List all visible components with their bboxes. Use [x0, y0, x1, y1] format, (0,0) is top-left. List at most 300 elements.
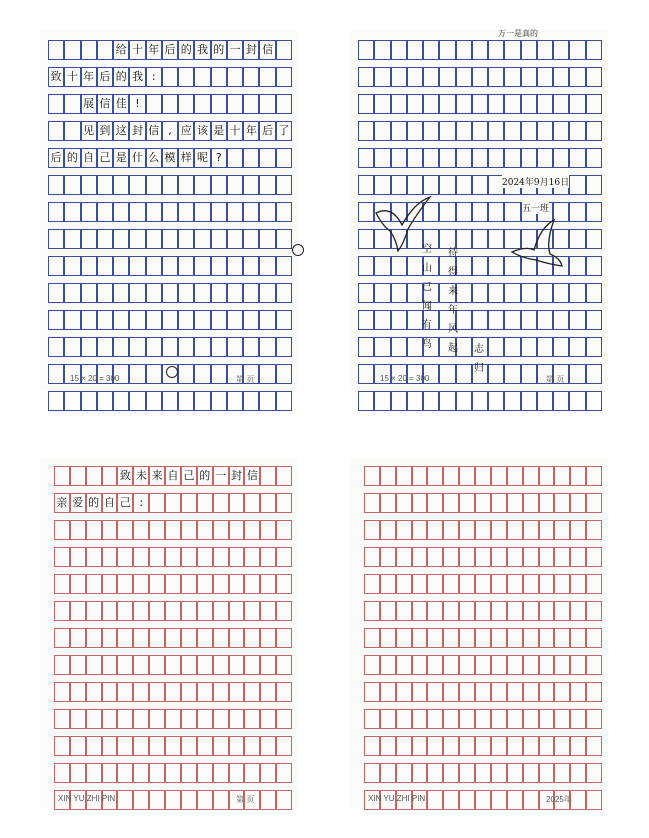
grid-cell: [427, 574, 443, 594]
grid-cell: [229, 709, 245, 729]
grid-cell: [443, 547, 459, 567]
grid-cell: [396, 493, 412, 513]
grid-cell: [423, 121, 439, 141]
grid-cell: [554, 628, 570, 648]
grid-cell: [396, 682, 412, 702]
grid-cell: [149, 682, 165, 702]
page-1-footer-right: 第 页: [236, 375, 255, 384]
grid-cell: [459, 655, 475, 675]
grid-cell: [586, 148, 602, 168]
grid-cell: [213, 790, 229, 810]
grid-cell: ,: [162, 121, 178, 141]
grid-cell: 致: [117, 466, 133, 486]
grid-cell: [86, 736, 102, 756]
grid-cell: [521, 364, 537, 384]
grid-cell: [364, 736, 380, 756]
grid-cell: [507, 466, 523, 486]
grid-cell: 我: [129, 67, 145, 87]
grid-cell: [149, 601, 165, 621]
grid-cell: [427, 709, 443, 729]
grid-cell: [570, 466, 586, 486]
grid-cell: [259, 283, 275, 303]
grid-cell: [364, 628, 380, 648]
grid-cell: [259, 67, 275, 87]
grid-cell: [211, 67, 227, 87]
grid-cell: [488, 283, 504, 303]
grid-cell: [391, 337, 407, 357]
grid-cell: [276, 175, 292, 195]
grid-cell: [586, 682, 602, 702]
grid-cell: [181, 520, 197, 540]
grid-cell: [181, 655, 197, 675]
grid-cell: [364, 520, 380, 540]
grid-cell: [102, 601, 118, 621]
grid-cell: [586, 547, 602, 567]
grid-cell: [113, 202, 129, 222]
grid-cell: [48, 310, 64, 330]
grid-cell: [423, 67, 439, 87]
grid-cell: [504, 310, 520, 330]
grid-cell: [358, 94, 374, 114]
grid-cell: [523, 763, 539, 783]
grid-cell: [146, 283, 162, 303]
grid-cell: [181, 790, 197, 810]
grid-cell: [475, 574, 491, 594]
grid-cell: [439, 148, 455, 168]
grid-cell: [569, 121, 585, 141]
grid-cell: [259, 364, 275, 384]
grid-cell: [380, 466, 396, 486]
grid-cell: [102, 655, 118, 675]
grid-cell: [427, 682, 443, 702]
grid-cell: [570, 682, 586, 702]
grid-cell: [523, 709, 539, 729]
grid-cell: [178, 310, 194, 330]
grid-cell: 后: [48, 148, 64, 168]
grid-cell: [423, 94, 439, 114]
grid-cell: [113, 391, 129, 411]
grid-cell: [488, 94, 504, 114]
grid-cell: [243, 148, 259, 168]
grid-cell: [244, 736, 260, 756]
grid-cell: [197, 682, 213, 702]
grid-cell: [117, 574, 133, 594]
grid-cell: [507, 655, 523, 675]
grid-cell: [149, 520, 165, 540]
grid-cell: [259, 148, 275, 168]
grid-cell: [570, 493, 586, 513]
grid-cell: [133, 601, 149, 621]
grid-cell: 是: [113, 148, 129, 168]
grid-cell: [162, 256, 178, 276]
grid-cell: [539, 574, 555, 594]
grid-cell: [48, 391, 64, 411]
grid-cell: [117, 736, 133, 756]
grid-cell: 自: [81, 148, 97, 168]
grid-cell: !: [129, 94, 145, 114]
grid-cell: [162, 391, 178, 411]
grid-cell: [213, 574, 229, 594]
grid-cell: [586, 121, 602, 141]
grid-cell: [259, 337, 275, 357]
grid-cell: [554, 520, 570, 540]
grid-cell: 佳: [113, 94, 129, 114]
grid-cell: [133, 628, 149, 648]
grid-cell: 十: [227, 121, 243, 141]
grid-cell: [146, 364, 162, 384]
grid-cell: [443, 655, 459, 675]
grid-cell: [162, 202, 178, 222]
grid-cell: [211, 391, 227, 411]
grid-cell: [102, 682, 118, 702]
letter-date: 2024年9月16日: [502, 175, 569, 188]
grid-cell: [259, 175, 275, 195]
grid-cell: [488, 256, 504, 276]
grid-cell: [472, 121, 488, 141]
grid-cell: [181, 601, 197, 621]
grid-cell: [586, 628, 602, 648]
grid-cell: [507, 790, 523, 810]
grid-cell: [570, 520, 586, 540]
grid-cell: [539, 601, 555, 621]
grid-cell: [260, 574, 276, 594]
grid-cell: [276, 229, 292, 249]
grid-cell: [504, 121, 520, 141]
grid-cell: [364, 655, 380, 675]
grid-cell: [165, 520, 181, 540]
grid-cell: [70, 682, 86, 702]
grid-cell: [129, 391, 145, 411]
grid-cell: [412, 655, 428, 675]
grid-cell: [146, 202, 162, 222]
grid-cell: [102, 574, 118, 594]
grid-cell: 己: [117, 493, 133, 513]
grid-cell: [197, 763, 213, 783]
grid-cell: [553, 148, 569, 168]
grid-cell: [459, 628, 475, 648]
letter-page-4: [350, 458, 608, 808]
grid-cell: [64, 337, 80, 357]
grid-cell: [374, 283, 390, 303]
grid-cell: [507, 682, 523, 702]
grid-cell: [86, 763, 102, 783]
grid-cell: [586, 493, 602, 513]
grid-cell: [358, 391, 374, 411]
letter-class: 五一班: [522, 201, 549, 214]
grid-cell: [162, 229, 178, 249]
grid-cell: [129, 310, 145, 330]
grid-cell: [48, 337, 64, 357]
grid-cell: [523, 790, 539, 810]
grid-cell: [197, 709, 213, 729]
grid-cell: 给: [113, 40, 129, 60]
grid-cell: [456, 121, 472, 141]
grid-cell: 是: [211, 121, 227, 141]
page-2-footer-left: 15 × 20 = 300: [380, 374, 430, 383]
grid-cell: 模: [162, 148, 178, 168]
grid-cell: [194, 391, 210, 411]
grid-cell: [194, 202, 210, 222]
grid-cell: [64, 310, 80, 330]
grid-cell: [569, 94, 585, 114]
grid-cell: [412, 547, 428, 567]
grid-cell: [229, 574, 245, 594]
grid-cell: [165, 790, 181, 810]
grid-cell: 信: [146, 121, 162, 141]
grid-cell: [211, 94, 227, 114]
grid-cell: [86, 547, 102, 567]
grid-cell: [113, 256, 129, 276]
grid-cell: [488, 364, 504, 384]
grid-cell: [459, 709, 475, 729]
bird-doodle-right-icon: [510, 218, 564, 274]
grid-cell: [380, 709, 396, 729]
grid-cell: [569, 40, 585, 60]
grid-cell: [358, 67, 374, 87]
grid-cell: [70, 655, 86, 675]
grid-cell: [276, 337, 292, 357]
grid-cell: 自: [102, 493, 118, 513]
grid-cell: [456, 148, 472, 168]
grid-cell: [523, 493, 539, 513]
grid-cell: [229, 601, 245, 621]
grid-cell: [181, 547, 197, 567]
grid-cell: [507, 763, 523, 783]
grid-cell: [364, 547, 380, 567]
grid-cell: [491, 601, 507, 621]
grid-cell: [181, 682, 197, 702]
grid-cell: [523, 682, 539, 702]
grid-cell: [48, 256, 64, 276]
grid-cell: [472, 391, 488, 411]
grid-cell: [165, 493, 181, 513]
grid-cell: [178, 256, 194, 276]
grid-cell: [407, 148, 423, 168]
grid-cell: 见: [81, 121, 97, 141]
grid-cell: [54, 628, 70, 648]
grid-cell: [259, 310, 275, 330]
grid-cell: [439, 391, 455, 411]
grid-cell: [133, 682, 149, 702]
grid-cell: [586, 790, 602, 810]
grid-cell: [70, 763, 86, 783]
grid-cell: [374, 310, 390, 330]
grid-cell: [227, 310, 243, 330]
grid-cell: [48, 121, 64, 141]
grid-cell: [276, 736, 292, 756]
grid-cell: 自: [165, 466, 181, 486]
grid-cell: [407, 40, 423, 60]
grid-cell: [586, 67, 602, 87]
grid-cell: [569, 67, 585, 87]
grid-cell: [162, 94, 178, 114]
grid-cell: [227, 256, 243, 276]
grid-cell: [162, 337, 178, 357]
grid-cell: [443, 709, 459, 729]
grid-cell: [194, 94, 210, 114]
grid-cell: [396, 736, 412, 756]
grid-cell: [259, 229, 275, 249]
page-3-grid: [54, 466, 292, 810]
grid-cell: [178, 175, 194, 195]
grid-cell: [194, 337, 210, 357]
grid-cell: [213, 709, 229, 729]
grid-cell: [391, 175, 407, 195]
grid-cell: [146, 310, 162, 330]
grid-cell: [439, 364, 455, 384]
grid-cell: 的: [86, 493, 102, 513]
grid-cell: [48, 175, 64, 195]
grid-cell: [70, 547, 86, 567]
grid-cell: [521, 337, 537, 357]
grid-cell: [475, 466, 491, 486]
grid-cell: [380, 763, 396, 783]
grid-cell: [586, 391, 602, 411]
grid-cell: [229, 763, 245, 783]
grid-cell: [427, 790, 443, 810]
grid-cell: [86, 655, 102, 675]
grid-cell: [475, 790, 491, 810]
grid-cell: [488, 310, 504, 330]
grid-cell: [391, 94, 407, 114]
grid-cell: [276, 655, 292, 675]
grid-cell: 己: [97, 148, 113, 168]
grid-cell: [475, 547, 491, 567]
grid-cell: 己: [181, 466, 197, 486]
grid-cell: [113, 337, 129, 357]
poem-column-3: 志归: [474, 344, 484, 374]
grid-cell: [243, 175, 259, 195]
grid-cell: [374, 67, 390, 87]
grid-cell: [488, 67, 504, 87]
grid-cell: [227, 229, 243, 249]
grid-cell: [227, 337, 243, 357]
grid-cell: [260, 547, 276, 567]
grid-cell: [491, 466, 507, 486]
grid-cell: [539, 493, 555, 513]
grid-cell: [537, 283, 553, 303]
grid-cell: 样: [178, 148, 194, 168]
grid-cell: [539, 466, 555, 486]
grid-cell: [523, 736, 539, 756]
grid-cell: [113, 175, 129, 195]
grid-cell: [396, 628, 412, 648]
grid-cell: [178, 94, 194, 114]
grid-cell: [227, 283, 243, 303]
grid-cell: [243, 256, 259, 276]
grid-cell: [178, 229, 194, 249]
grid-cell: [54, 547, 70, 567]
grid-cell: [439, 40, 455, 60]
grid-cell: [276, 790, 292, 810]
grid-cell: [149, 736, 165, 756]
grid-cell: [243, 229, 259, 249]
grid-cell: [380, 736, 396, 756]
grid-cell: [197, 574, 213, 594]
grid-cell: [244, 574, 260, 594]
grid-cell: [244, 628, 260, 648]
grid-cell: [554, 574, 570, 594]
grid-cell: [539, 520, 555, 540]
grid-cell: [570, 736, 586, 756]
grid-cell: [380, 628, 396, 648]
grid-cell: [358, 175, 374, 195]
grid-cell: [86, 682, 102, 702]
grid-cell: [276, 466, 292, 486]
grid-cell: [374, 256, 390, 276]
grid-cell: [229, 520, 245, 540]
grid-cell: [491, 655, 507, 675]
grid-cell: [439, 202, 455, 222]
grid-cell: [391, 67, 407, 87]
grid-cell: [358, 148, 374, 168]
grid-cell: [537, 148, 553, 168]
grid-cell: [133, 520, 149, 540]
grid-cell: [243, 202, 259, 222]
grid-cell: [412, 763, 428, 783]
grid-cell: [459, 736, 475, 756]
grid-cell: [48, 364, 64, 384]
grid-cell: [229, 628, 245, 648]
grid-cell: [260, 601, 276, 621]
grid-cell: [539, 547, 555, 567]
grid-cell: [475, 682, 491, 702]
grid-cell: [553, 337, 569, 357]
grid-cell: [117, 628, 133, 648]
grid-cell: [194, 175, 210, 195]
grid-cell: [70, 736, 86, 756]
grid-cell: [459, 520, 475, 540]
grid-cell: [396, 763, 412, 783]
grid-cell: [276, 202, 292, 222]
grid-cell: [491, 763, 507, 783]
grid-cell: [64, 256, 80, 276]
grid-cell: [491, 493, 507, 513]
grid-cell: [586, 736, 602, 756]
grid-cell: [259, 256, 275, 276]
grid-cell: [459, 574, 475, 594]
grid-cell: [553, 67, 569, 87]
grid-cell: [358, 40, 374, 60]
grid-cell: [102, 628, 118, 648]
grid-cell: [491, 574, 507, 594]
grid-cell: [133, 790, 149, 810]
grid-cell: [260, 493, 276, 513]
grid-cell: [407, 175, 423, 195]
grid-cell: [412, 466, 428, 486]
grid-cell: [211, 310, 227, 330]
grid-cell: [569, 229, 585, 249]
grid-cell: [244, 763, 260, 783]
grid-cell: [86, 520, 102, 540]
grid-cell: [488, 202, 504, 222]
grid-cell: [475, 601, 491, 621]
grid-cell: [554, 601, 570, 621]
grid-cell: [54, 763, 70, 783]
grid-cell: [211, 202, 227, 222]
grid-cell: [491, 547, 507, 567]
grid-cell: [539, 682, 555, 702]
grid-cell: [146, 175, 162, 195]
grid-cell: [162, 67, 178, 87]
grid-cell: [443, 520, 459, 540]
grid-cell: [554, 466, 570, 486]
grid-cell: [407, 337, 423, 357]
grid-cell: [459, 547, 475, 567]
grid-cell: [521, 121, 537, 141]
grid-cell: :: [133, 493, 149, 513]
top-right-note: 万一是真的: [498, 29, 538, 38]
